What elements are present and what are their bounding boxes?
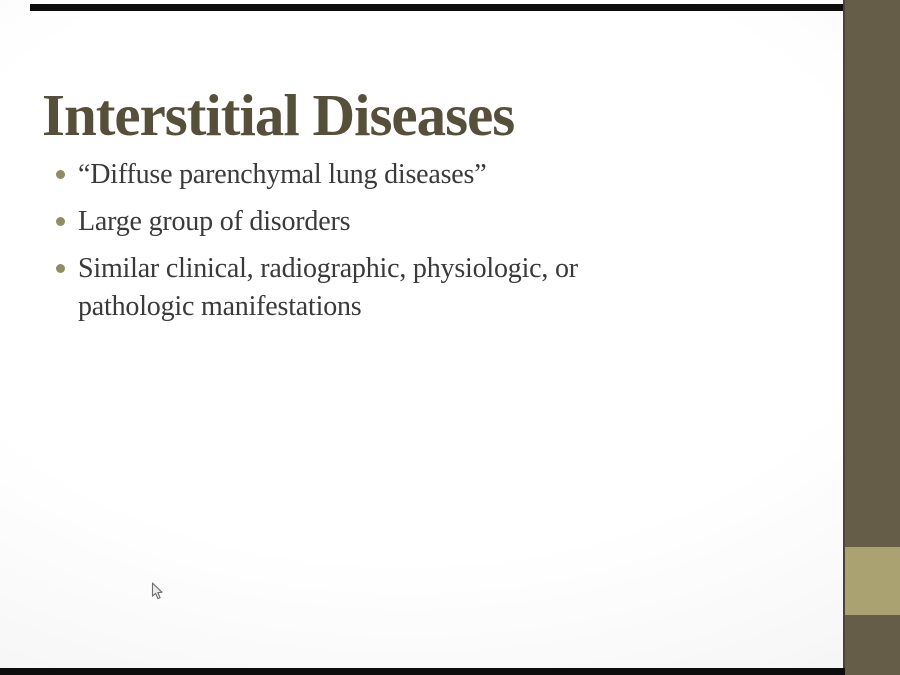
letterbox-bottom-bar bbox=[0, 668, 845, 675]
bullet-item bbox=[50, 250, 670, 326]
sidebar-accent-band bbox=[845, 547, 900, 615]
mouse-cursor-icon bbox=[151, 582, 164, 600]
letterbox-top-bar bbox=[30, 4, 843, 11]
bullet-dot-icon bbox=[56, 264, 65, 273]
bullet-list bbox=[50, 156, 670, 335]
bullet-dot-icon bbox=[56, 170, 65, 179]
slide-title: Interstitial Diseases bbox=[42, 81, 515, 148]
bullet-item bbox=[50, 203, 670, 241]
bullet-text: Large group of disorders bbox=[78, 206, 351, 237]
bullet-item bbox=[50, 156, 670, 194]
bullet-dot-icon bbox=[56, 217, 65, 226]
bullet-text: “Diffuse parenchymal lung diseases” bbox=[78, 159, 487, 190]
bullet-text: Similar clinical, radiographic, physiologic, or pathologic manifestations bbox=[78, 253, 578, 322]
sidebar-panel bbox=[843, 0, 900, 675]
